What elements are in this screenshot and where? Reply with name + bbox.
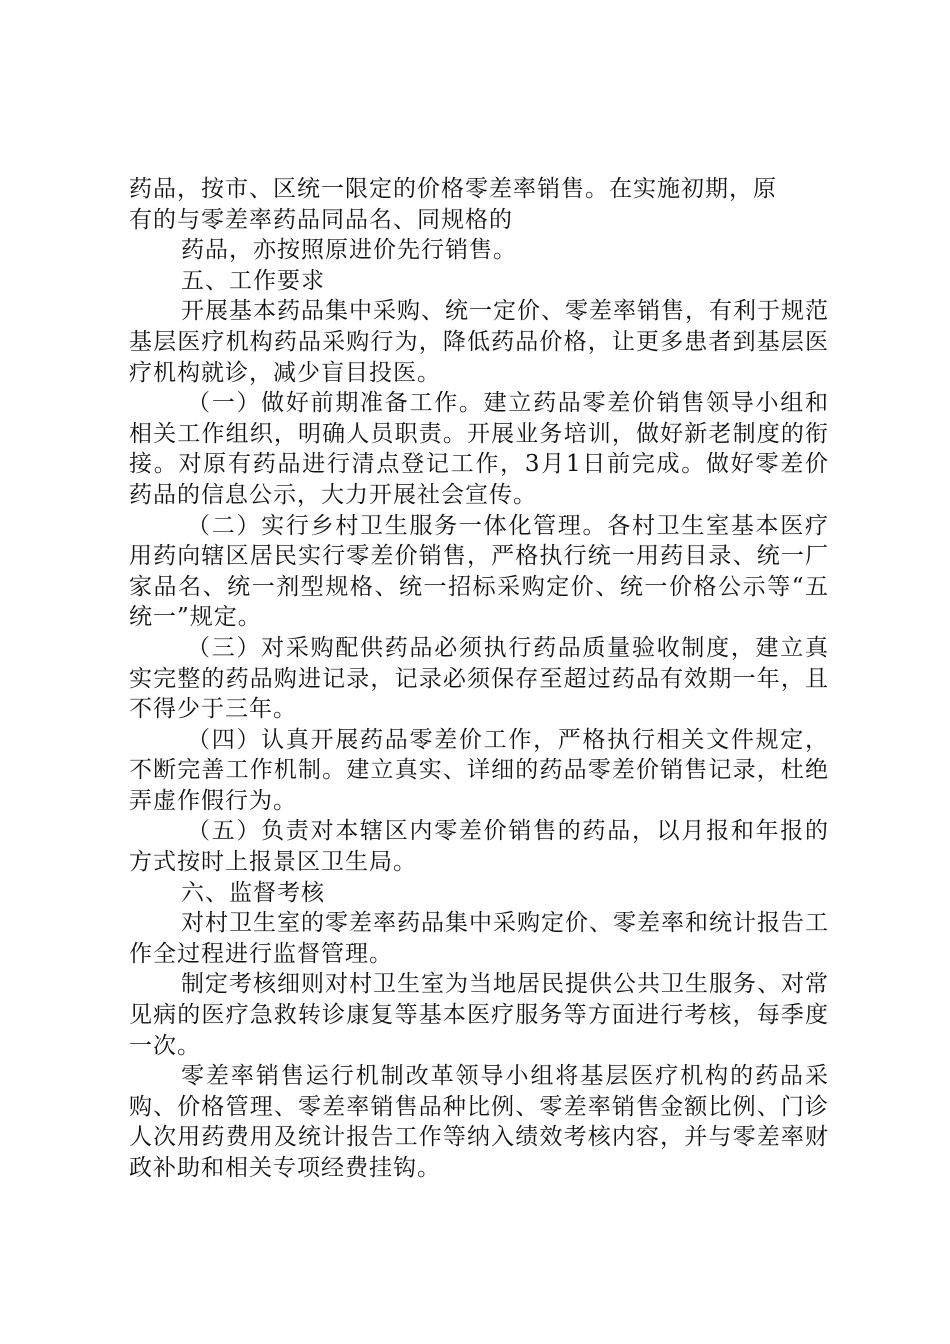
text-line: 有的与零差率药品同品名、同规格的 — [129, 206, 513, 233]
section-heading-supervision: 六、监督考核 — [181, 879, 325, 906]
list-item-1: （一）做好前期准备工作。建立药品零差价销售领导小组和相关工作组织，明确人员职责。开展业务培训，做好新老制度的衔接。对原有药品进行清点登记工作，3月1日前完成。做好零差价药品的信息公示，大力开展社会宣传。 — [129, 390, 829, 508]
document-body — [129, 174, 829, 1184]
list-item-4: （四）认真开展药品零差价工作，严格执行相关文件规定，不断完善工作机制。建立真实、详细的药品零差价销售记录，杜绝弄虚作假行为。 — [129, 726, 829, 814]
paragraph: 零差率销售运行机制改革领导小组将基层医疗机构的药品采购、价格管理、零差率销售品种比例、零差率销售金额比例、门诊人次用药费用及统计报告工作等纳入绩效考核内容，并与零差率财政补助和相关专项经费挂钩。 — [129, 1063, 829, 1181]
section-heading-work-requirements: 五、工作要求 — [181, 267, 325, 294]
paragraph: 开展基本药品集中采购、统一定价、零差率销售，有利于规范基层医疗机构药品采购行为，降低药品价格，让更多患者到基层医疗机构就诊，减少盲目投医。 — [129, 298, 829, 386]
paragraph: 对村卫生室的零差率药品集中采购定价、零差率和统计报告工作全过程进行监督管理。 — [129, 910, 829, 967]
paragraph: 药品，亦按照原进价先行销售。 — [181, 237, 517, 264]
list-item-5: （五）负责对本辖区内零差价销售的药品，以月报和年报的方式按时上报景区卫生局。 — [129, 818, 829, 876]
list-item-3: （三）对采购配供药品必须执行药品质量验收制度，建立真实完整的药品购进记录，记录必须保存至超过药品有效期一年，且不得少于三年。 — [129, 634, 829, 723]
paragraph-continuation — [129, 174, 829, 235]
text-line: 药品，按市、区统一限定的价格零差率销售。在实施初期，原 — [129, 176, 777, 202]
list-item-2: （二）实行乡村卫生服务一体化管理。各村卫生室基本医疗用药向辖区居民实行零差价销售，严格执行统一用药目录、统一厂家品名、统一剂型规格、统一招标采购定价、统一价格公示等“五统一”规定。 — [129, 512, 829, 631]
paragraph: 制定考核细则对村卫生室为当地居民提供公共卫生服务、对常见病的医疗急救转诊康复等基本医疗服务等方面进行考核，每季度一次。 — [129, 971, 829, 1059]
